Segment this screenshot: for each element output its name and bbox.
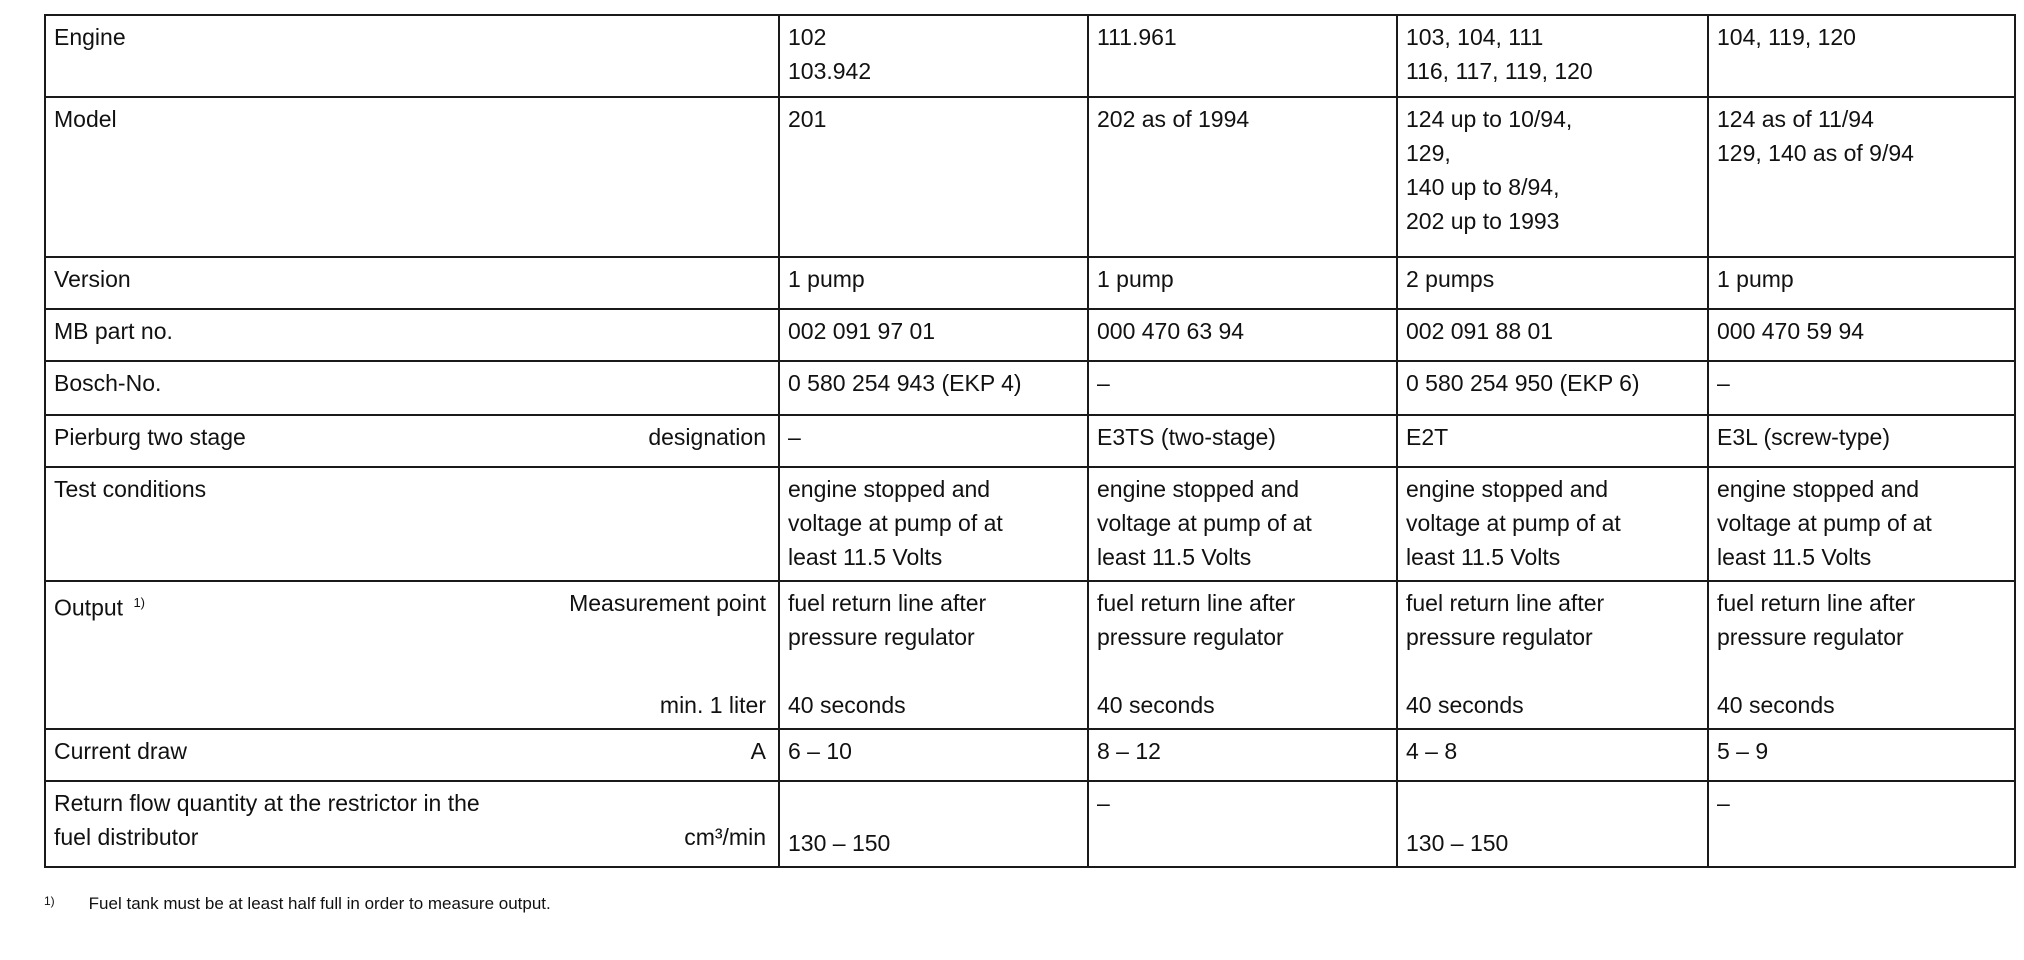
return-flow-col3: 130 – 150 xyxy=(1397,781,1708,867)
model-col2: 202 as of 1994 xyxy=(1088,97,1397,257)
engine-col3: 103, 104, 111 116, 117, 119, 120 xyxy=(1397,15,1708,97)
output-label-cell xyxy=(45,581,779,729)
current-col2: 8 – 12 xyxy=(1088,729,1397,781)
current-label: Current draw xyxy=(54,738,187,764)
current-label-cell xyxy=(45,729,779,781)
current-col4: 5 – 9 xyxy=(1708,729,2015,781)
model-col4: 124 as of 11/94 129, 140 as of 9/94 xyxy=(1708,97,2015,257)
row-test-conditions xyxy=(45,467,2015,581)
row-bosch xyxy=(45,361,2015,415)
test-label: Test conditions xyxy=(45,467,779,581)
pierburg-label: Pierburg two stage xyxy=(54,424,246,450)
return-flow-label-cell xyxy=(45,781,779,867)
pierburg-col3: E2T xyxy=(1397,415,1708,467)
return-flow-label-line2: fuel distributor xyxy=(54,824,199,850)
row-model xyxy=(45,97,2015,257)
version-col1: 1 pump xyxy=(779,257,1088,309)
output-col2: fuel return line after pressure regulator 40 seconds xyxy=(1088,581,1397,729)
model-col1: 201 xyxy=(779,97,1088,257)
bosch-col2: – xyxy=(1088,361,1397,415)
pierburg-label-cell xyxy=(45,415,779,467)
pierburg-col4: E3L (screw-type) xyxy=(1708,415,2015,467)
output-col3: fuel return line after pressure regulator 40 seconds xyxy=(1397,581,1708,729)
test-col3: engine stopped and voltage at pump of at least 11.5 Volts xyxy=(1397,467,1708,581)
row-pierburg xyxy=(45,415,2015,467)
return-flow-col4: – xyxy=(1708,781,2015,867)
version-label: Version xyxy=(45,257,779,309)
return-flow-unit: cm³/min xyxy=(684,824,766,850)
spec-table xyxy=(44,14,2016,868)
test-col4: engine stopped and voltage at pump of at least 11.5 Volts xyxy=(1708,467,2015,581)
engine-col2: 111.961 xyxy=(1088,15,1397,97)
mb-part-col1: 002 091 97 01 xyxy=(779,309,1088,361)
engine-col4: 104, 119, 120 xyxy=(1708,15,2015,97)
current-unit: A xyxy=(750,738,766,764)
bosch-col1: 0 580 254 943 (EKP 4) xyxy=(779,361,1088,415)
bosch-label: Bosch-No. xyxy=(45,361,779,415)
bosch-col3: 0 580 254 950 (EKP 6) xyxy=(1397,361,1708,415)
output-footnote-ref: 1) xyxy=(133,595,145,610)
version-col4: 1 pump xyxy=(1708,257,2015,309)
footnote-text: Fuel tank must be at least half full in order to measure output. xyxy=(88,894,551,913)
row-mb-part xyxy=(45,309,2015,361)
mb-part-col3: 002 091 88 01 xyxy=(1397,309,1708,361)
model-label: Model xyxy=(45,97,779,257)
output-min-liter: min. 1 liter xyxy=(659,692,766,718)
version-col3: 2 pumps xyxy=(1397,257,1708,309)
output-measurement-point: Measurement point xyxy=(569,590,766,616)
row-return-flow xyxy=(45,781,2015,867)
output-label: Output xyxy=(54,594,124,621)
row-current-draw xyxy=(45,729,2015,781)
test-col2: engine stopped and voltage at pump of at least 11.5 Volts xyxy=(1088,467,1397,581)
pierburg-designation: designation xyxy=(648,424,766,450)
mb-part-label: MB part no. xyxy=(45,309,779,361)
footnote-mark: 1) xyxy=(44,894,55,908)
current-col1: 6 – 10 xyxy=(779,729,1088,781)
engine-col1: 102 103.942 xyxy=(779,15,1088,97)
version-col2: 1 pump xyxy=(1088,257,1397,309)
engine-label: Engine xyxy=(45,15,779,97)
pierburg-col1: – xyxy=(779,415,1088,467)
output-col1: fuel return line after pressure regulator 40 seconds xyxy=(779,581,1088,729)
footnote xyxy=(44,894,551,914)
return-flow-col1: 130 – 150 xyxy=(779,781,1088,867)
mb-part-col2: 000 470 63 94 xyxy=(1088,309,1397,361)
return-flow-label-line1: Return flow quantity at the restrictor in the xyxy=(54,790,480,816)
current-col3: 4 – 8 xyxy=(1397,729,1708,781)
row-output xyxy=(45,581,2015,729)
mb-part-col4: 000 470 59 94 xyxy=(1708,309,2015,361)
row-version xyxy=(45,257,2015,309)
bosch-col4: – xyxy=(1708,361,2015,415)
pierburg-col2: E3TS (two-stage) xyxy=(1088,415,1397,467)
return-flow-col2: – xyxy=(1088,781,1397,867)
output-col4: fuel return line after pressure regulator 40 seconds xyxy=(1708,581,2015,729)
test-col1: engine stopped and voltage at pump of at least 11.5 Volts xyxy=(779,467,1088,581)
row-engine xyxy=(45,15,2015,97)
model-col3: 124 up to 10/94, 129, 140 up to 8/94, 202 up to 1993 xyxy=(1397,97,1708,257)
